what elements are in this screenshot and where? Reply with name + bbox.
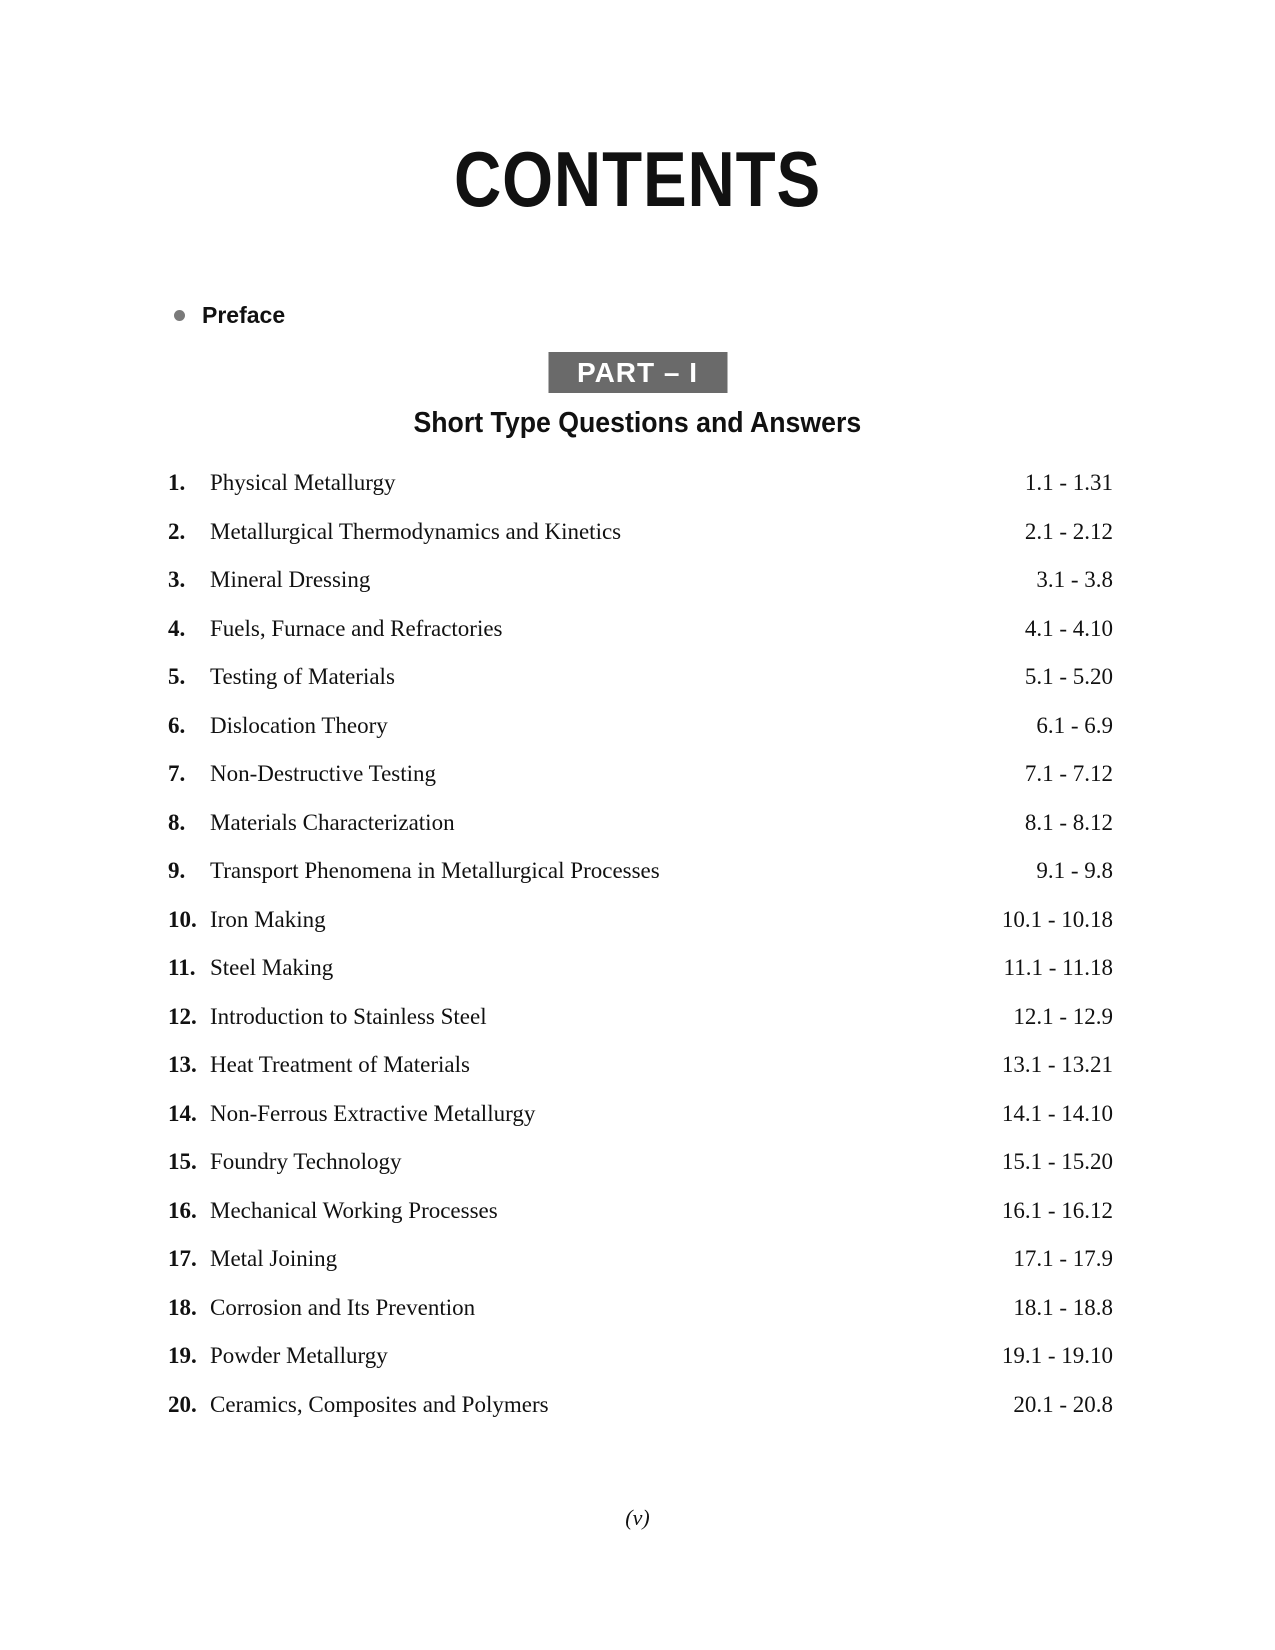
toc-entry-number: 18. (168, 1294, 197, 1320)
toc-entry-title: Non-Destructive Testing (210, 761, 437, 786)
toc-entry-page-range: 6.1 - 6.9 (1036, 712, 1113, 738)
toc-entry-page-range: 19.1 - 19.10 (1001, 1343, 1113, 1368)
toc-entry-page-range: 4.1 - 4.10 (1024, 615, 1113, 641)
toc-row (168, 954, 1113, 1003)
toc-entry-number: 20. (168, 1391, 197, 1417)
toc-entry-page-range: 1.1 - 1.31 (1024, 470, 1113, 495)
toc-entry-title: Metallurgical Thermodynamics and Kinetics (210, 518, 622, 544)
toc-row (168, 566, 1113, 615)
toc-row (168, 1391, 1113, 1440)
toc-entry-page-range: 5.1 - 5.20 (1024, 664, 1113, 689)
toc-row (168, 1003, 1113, 1052)
toc-entry-page-range: 2.1 - 2.12 (1024, 518, 1113, 544)
toc-entry-page-range: 10.1 - 10.18 (1001, 906, 1113, 932)
toc-entry-page-range: 12.1 - 12.9 (1013, 1003, 1113, 1029)
toc-entry-title: Mechanical Working Processes (210, 1197, 498, 1223)
toc-row (168, 1245, 1113, 1294)
toc-entry-title: Introduction to Stainless Steel (210, 1003, 487, 1029)
toc-row (168, 469, 1113, 518)
toc-entry-page-range: 7.1 - 7.12 (1024, 761, 1113, 786)
toc-entry-title: Mineral Dressing (210, 567, 371, 592)
toc-entry-number: 3. (168, 567, 186, 592)
toc-row (168, 906, 1113, 955)
toc-entry-title: Non-Ferrous Extractive Metallurgy (210, 1100, 536, 1126)
toc-row (168, 518, 1113, 567)
toc-entry-number: 14. (168, 1100, 197, 1126)
toc-entry-page-range: 3.1 - 3.8 (1036, 567, 1113, 592)
preface-item (174, 302, 285, 328)
toc-entry-number: 4. (168, 615, 186, 641)
toc-entry-page-range: 8.1 - 8.12 (1024, 809, 1113, 835)
toc-entry-number: 10. (168, 906, 197, 932)
section-subtitle-text: Short Type Questions and Answers (413, 407, 862, 439)
preface-label: Preface (202, 302, 286, 328)
toc-row (168, 712, 1113, 761)
toc-entry-page-range: 14.1 - 14.10 (1001, 1100, 1113, 1126)
toc-entry-page-range: 11.1 - 11.18 (1003, 955, 1113, 980)
toc-list (168, 469, 1113, 1439)
toc-entry-page-range: 13.1 - 13.21 (1001, 1052, 1113, 1077)
toc-row (168, 760, 1113, 809)
toc-entry-number: 13. (168, 1052, 197, 1077)
toc-row (168, 615, 1113, 664)
section-subtitle (0, 407, 1275, 439)
toc-row (168, 663, 1113, 712)
toc-row (168, 857, 1113, 906)
toc-entry-page-range: 15.1 - 15.20 (1001, 1149, 1113, 1174)
toc-entry-title: Iron Making (210, 906, 326, 932)
toc-entry-page-range: 20.1 - 20.8 (1013, 1391, 1113, 1417)
footer-page-number: (v) (625, 1505, 650, 1530)
toc-entry-title: Fuels, Furnace and Refractories (210, 615, 503, 641)
toc-entry-title: Ceramics, Composites and Polymers (210, 1391, 549, 1417)
page-title-text: CONTENTS (453, 135, 822, 223)
toc-entry-title: Physical Metallurgy (210, 470, 396, 495)
toc-row (168, 1197, 1113, 1246)
toc-entry-page-range: 18.1 - 18.8 (1013, 1294, 1113, 1320)
toc-entry-number: 11. (168, 955, 196, 980)
toc-row (168, 1051, 1113, 1100)
toc-entry-number: 8. (168, 809, 186, 835)
toc-entry-title: Materials Characterization (210, 809, 455, 835)
toc-entry-number: 19. (168, 1343, 197, 1368)
toc-entry-number: 17. (168, 1246, 197, 1271)
page-title (0, 135, 1275, 223)
toc-entry-number: 7. (168, 761, 186, 786)
bullet-icon (174, 310, 185, 321)
toc-entry-number: 5. (168, 664, 186, 689)
toc-entry-title: Testing of Materials (210, 664, 395, 689)
toc-row (168, 1100, 1113, 1149)
toc-entry-title: Dislocation Theory (210, 712, 388, 738)
toc-entry-number: 6. (168, 712, 186, 738)
toc-row (168, 1294, 1113, 1343)
toc-entry-page-range: 9.1 - 9.8 (1036, 858, 1113, 883)
toc-entry-title: Heat Treatment of Materials (210, 1052, 470, 1077)
toc-entry-number: 12. (168, 1003, 197, 1029)
toc-entry-page-range: 17.1 - 17.9 (1013, 1246, 1113, 1271)
toc-entry-number: 15. (168, 1149, 197, 1174)
toc-entry-title: Corrosion and Its Prevention (210, 1294, 476, 1320)
toc-entry-page-range: 16.1 - 16.12 (1001, 1197, 1113, 1223)
toc-entry-number: 16. (168, 1197, 197, 1223)
toc-entry-title: Powder Metallurgy (210, 1343, 388, 1368)
toc-entry-number: 2. (168, 518, 186, 544)
toc-row (168, 809, 1113, 858)
toc-entry-number: 9. (168, 858, 186, 883)
toc-row (168, 1148, 1113, 1197)
toc-entry-title: Steel Making (210, 955, 334, 980)
toc-entry-title: Metal Joining (210, 1246, 338, 1271)
toc-entry-title: Foundry Technology (210, 1149, 402, 1174)
toc-row (168, 1342, 1113, 1391)
toc-entry-title: Transport Phenomena in Metallurgical Processes (210, 858, 660, 883)
part-banner: PART – I (548, 352, 727, 393)
toc-entry-number: 1. (168, 470, 186, 495)
